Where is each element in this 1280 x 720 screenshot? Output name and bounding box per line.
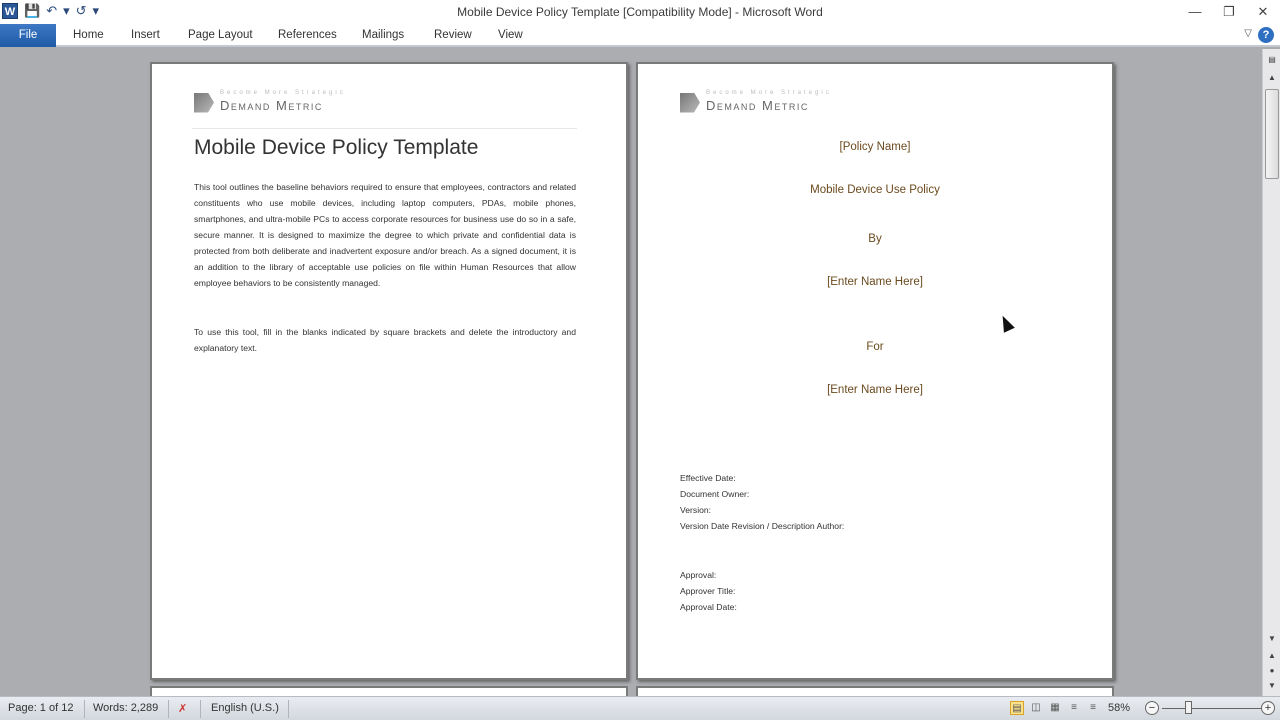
zoom-in-icon[interactable]: + <box>1261 701 1275 715</box>
previous-page-icon[interactable]: ▲ <box>1268 651 1276 660</box>
for-label: For <box>866 341 884 353</box>
divider <box>192 128 577 129</box>
tab-mailings[interactable]: Mailings <box>362 29 405 41</box>
zoom-out-icon[interactable]: − <box>1145 701 1159 715</box>
status-bar <box>0 696 1280 720</box>
logo-name: Demand Metric <box>220 98 323 113</box>
redo-icon[interactable]: ↺ <box>75 3 87 18</box>
page-count[interactable]: Page: 1 of 12 <box>8 702 74 714</box>
zoom-level[interactable]: 58% <box>1108 702 1131 714</box>
next-page-icon[interactable]: ▼ <box>1268 681 1276 690</box>
field-version-history: Version Date Revision / Description Author: <box>680 521 845 531</box>
scroll-down-icon[interactable]: ▼ <box>1268 634 1276 643</box>
undo-dropdown-icon[interactable]: ▾ <box>63 3 70 18</box>
draft-view-icon[interactable]: ≡ <box>1090 702 1096 713</box>
demand-metric-logo <box>680 90 832 113</box>
logo-tagline: Become More Strategic <box>706 90 832 96</box>
outline-view-icon[interactable]: ≡ <box>1071 702 1077 713</box>
logo-mark-icon <box>680 93 700 113</box>
page-2[interactable] <box>636 62 1114 680</box>
tab-home[interactable]: Home <box>73 29 104 41</box>
proofing-icon[interactable]: ✗ <box>178 703 188 715</box>
zoom-slider-track[interactable] <box>1162 708 1266 709</box>
field-approval: Approval: <box>680 570 717 580</box>
tab-insert[interactable]: Insert <box>131 29 160 41</box>
vertical-scrollbar[interactable] <box>1262 49 1280 696</box>
page-4[interactable] <box>636 686 1114 696</box>
language-indicator[interactable]: English (U.S.) <box>211 702 279 714</box>
policy-subtitle: Mobile Device Use Policy <box>810 184 940 196</box>
help-icon[interactable]: ? <box>1258 27 1274 43</box>
tab-view[interactable]: View <box>498 29 523 41</box>
logo-tagline: Become More Strategic <box>220 90 346 96</box>
field-version: Version: <box>680 505 712 515</box>
full-screen-reading-icon[interactable]: ◫ <box>1031 702 1041 713</box>
tab-review[interactable]: Review <box>434 29 472 41</box>
field-document-owner: Document Owner: <box>680 489 750 499</box>
scrollbar-thumb[interactable] <box>1265 89 1279 179</box>
ribbon-tabs <box>0 24 1280 47</box>
page-3[interactable] <box>150 686 628 696</box>
tab-references[interactable]: References <box>278 29 337 41</box>
save-icon[interactable]: 💾 <box>24 3 41 18</box>
instructions-paragraph: To use this tool, fill in the blanks indicated by square brackets and delete the introductory and explanatory text. <box>194 327 576 353</box>
logo-mark-icon <box>194 93 214 113</box>
window-title: Mobile Device Policy Template [Compatibility Mode] - Microsoft Word <box>457 5 823 19</box>
minimize-icon[interactable]: — <box>1188 4 1202 19</box>
document-title: Mobile Device Policy Template <box>194 136 479 159</box>
customize-qat-icon[interactable]: ▾ <box>92 3 100 18</box>
field-approval-date: Approval Date: <box>680 602 737 612</box>
close-icon[interactable]: ✕ <box>1257 4 1269 19</box>
web-layout-icon[interactable]: ▦ <box>1050 702 1060 713</box>
print-layout-view-icon[interactable]: ▤ <box>1010 701 1024 715</box>
policy-name: [Policy Name] <box>839 141 911 153</box>
field-effective-date: Effective Date: <box>680 473 736 483</box>
word-count[interactable]: Words: 2,289 <box>93 702 159 714</box>
zoom-slider-thumb[interactable] <box>1185 701 1192 714</box>
page-1[interactable] <box>150 62 628 680</box>
author-name: [Enter Name Here] <box>827 276 923 288</box>
scroll-up-icon[interactable]: ▲ <box>1268 73 1276 82</box>
tab-page-layout[interactable]: Page Layout <box>188 29 253 41</box>
field-approver-title: Approver Title: <box>680 586 736 596</box>
undo-icon[interactable]: ↶ <box>46 3 58 18</box>
document-area[interactable] <box>0 49 1262 696</box>
recipient-name: [Enter Name Here] <box>827 384 923 396</box>
tab-file[interactable]: File <box>0 24 56 47</box>
title-bar <box>0 0 1280 24</box>
demand-metric-logo <box>194 90 346 113</box>
ribbon-minimize-icon[interactable]: ▽ <box>1244 28 1252 39</box>
word-app-icon[interactable]: W <box>2 3 18 19</box>
ruler-toggle-icon[interactable]: ▤ <box>1268 55 1276 64</box>
by-label: By <box>868 233 882 245</box>
intro-paragraph: This tool outlines the baseline behaviors required to ensure that employees, contractors and related constituents who use mobile devices, including laptop computers, PDAs, mobile phones, smartphones, and ultra-mobile PCs to access corporate resources for business use do so in a safe, secure manner. It is designed to maximize the degree to which private and confidential data is protected from both deliberate and inadvertent exposure and/or breach. As a signed document, it is an addition to the library of acceptable use policies on file within Human Resources that allow employee behaviors to be consistently managed. <box>194 182 576 288</box>
restore-icon[interactable]: ❐ <box>1223 4 1235 19</box>
logo-name: Demand Metric <box>706 98 809 113</box>
browse-object-icon[interactable]: ● <box>1269 666 1275 675</box>
